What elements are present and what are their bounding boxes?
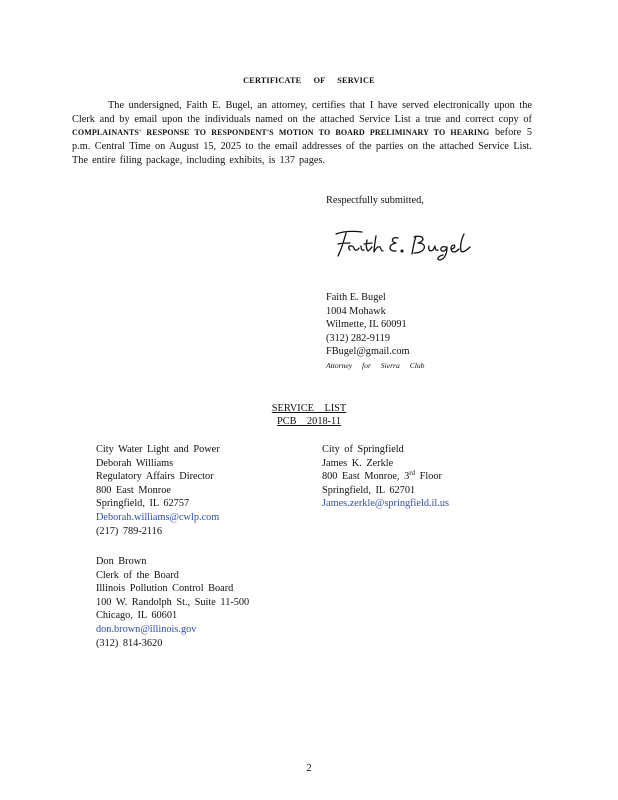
closing-text: Respectfully submitted, (326, 195, 424, 206)
street-floor: Floor (415, 471, 442, 483)
recipient-email-link[interactable]: don.brown@illinois.gov (96, 623, 197, 635)
service-list-title: SERVICE LIST (271, 403, 347, 414)
recipient-name: Deborah Williams (96, 457, 174, 469)
certificate-title: CERTIFICATE OF SERVICE (243, 76, 375, 85)
recipient-name: James K. Zerkle (322, 457, 394, 469)
body-part-1: The undersigned, Faith E. Bugel, an attorney, certifies that I have served electronically upon the Clerk and by email upon the individuals named on the attached Service List a true and correct copy of (72, 100, 532, 125)
attorney-name: Faith E. Bugel (326, 292, 386, 303)
recipient-email-link[interactable]: James.zerkle@springfield.il.us (322, 498, 450, 510)
recipient-street: 800 East Monroe (96, 484, 171, 496)
served-document-title: COMPLAINANTS' RESPONSE TO RESPONDENT'S MOTION TO BOARD PRELIMINARY TO HEARING (72, 128, 490, 138)
attorney-street: 1004 Mohawk (326, 305, 386, 317)
page-number: 2 (306, 763, 312, 774)
recipient-pcb (96, 555, 249, 650)
recipient-street: 100 W. Randolph St., Suite 11-500 (96, 596, 250, 608)
recipient-springfield (322, 443, 449, 511)
case-number: PCB 2018-11 (277, 416, 341, 427)
recipient-cwlp (96, 443, 220, 538)
recipient-title: Clerk of the Board (96, 569, 179, 581)
attorney-email: FBugel@gmail.com (326, 346, 410, 358)
attorney-address-block (326, 291, 424, 373)
recipient-city: Springfield, IL 62757 (96, 498, 190, 510)
recipient-title: Regulatory Affairs Director (96, 471, 214, 483)
street-ordinal-suffix: rd (409, 469, 416, 478)
attorney-role: Attorney for Sierra Club (326, 360, 425, 370)
attorney-phone: (312) 282-9119 (326, 332, 390, 344)
recipient-org: Illinois Pollution Control Board (96, 583, 234, 595)
recipient-name: Don Brown (96, 556, 147, 567)
recipient-email-link[interactable]: Deborah.williams@cwlp.com (96, 511, 220, 523)
recipient-phone: (217) 789-2116 (96, 525, 162, 537)
recipient-org: City of Springfield (322, 444, 404, 455)
recipient-phone: (312) 814-3620 (96, 637, 163, 649)
recipient-city: Chicago, IL 60601 (96, 610, 178, 622)
street-main: 800 East Monroe, 3 (322, 471, 410, 483)
handwritten-signature (330, 226, 480, 264)
recipient-street (322, 470, 449, 484)
recipient-city: Springfield, IL 62701 (322, 484, 416, 496)
service-list-heading (0, 402, 618, 428)
certificate-body (72, 99, 532, 168)
body-part-2: before 5 p.m. Central Time on August 15, 2025 to the email addresses of the parties on the attached Service List. The entire filing package, including exhibits, is 137 pages. (72, 127, 532, 166)
recipient-org: City Water Light and Power (96, 444, 220, 455)
attorney-city: Wilmette, IL 60091 (326, 319, 407, 331)
